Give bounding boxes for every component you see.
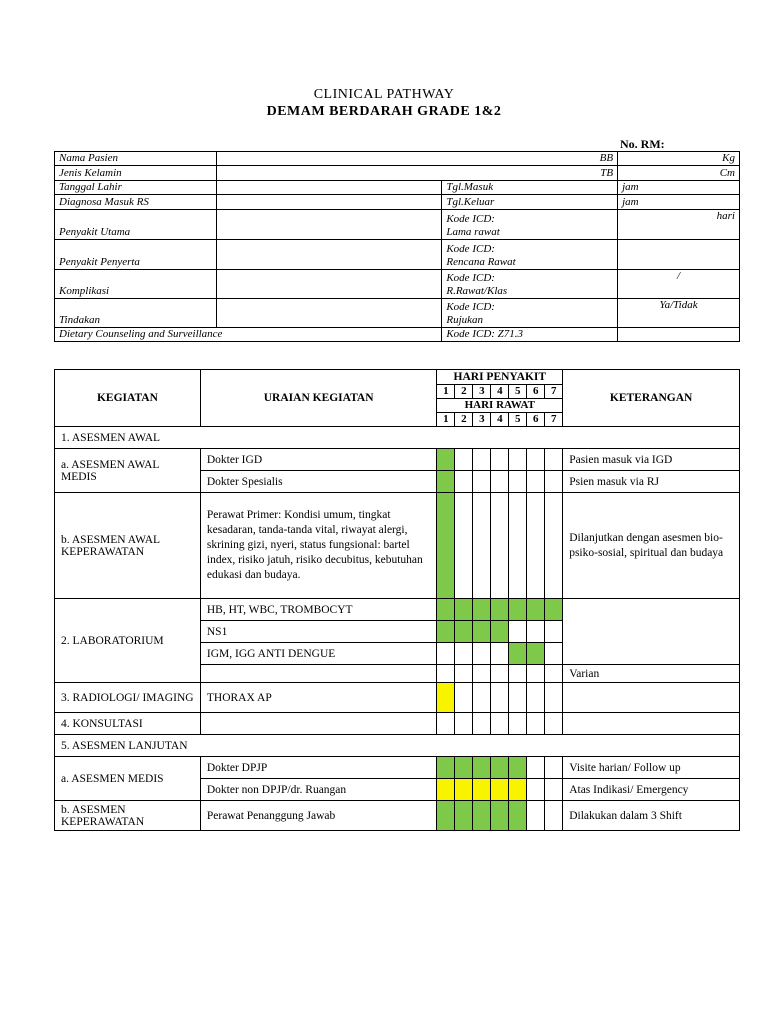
- label-cm: Cm: [618, 166, 740, 181]
- uraian-dokter-igd: Dokter IGD: [200, 449, 437, 471]
- ket-spesialis: Psien masuk via RJ: [563, 471, 740, 493]
- day-cell-green: [437, 801, 455, 831]
- day-cell: [509, 683, 527, 713]
- day-cell: [527, 801, 545, 831]
- day-cell: [545, 621, 563, 643]
- day-cell: [527, 779, 545, 801]
- label-tgl-keluar: Tgl.Keluar: [442, 195, 618, 210]
- day-cell: [437, 643, 455, 665]
- day-cell-green: [455, 599, 473, 621]
- day-cell: [527, 621, 545, 643]
- label-tindakan: Tindakan: [55, 299, 217, 328]
- uraian-ns1: NS1: [200, 621, 437, 643]
- label-tb: TB: [216, 166, 617, 181]
- day-rawat-2: 2: [455, 413, 473, 427]
- day-cell: [545, 757, 563, 779]
- day-cell-green: [527, 643, 545, 665]
- day-penyakit-5: 5: [509, 385, 527, 399]
- label-kg: Kg: [618, 152, 740, 166]
- day-cell-green: [545, 599, 563, 621]
- day-cell-green: [509, 801, 527, 831]
- uraian-perawat-primer: Perawat Primer: Kondisi umum, tingkat kesadaran, tanda-tanda vital, riwayat alergi, skrining gizi, nyeri, status fungsional: bartel index, risiko jatuh, risiko decubitus, kebutuhan edukasi dan budaya.: [200, 493, 437, 599]
- day-cell-green: [437, 599, 455, 621]
- day-cell: [545, 683, 563, 713]
- day-cell: [455, 493, 473, 599]
- day-cell: [509, 449, 527, 471]
- day-cell: [527, 683, 545, 713]
- ket-empty: [563, 683, 740, 713]
- header-kegiatan: KEGIATAN: [55, 370, 201, 427]
- day-cell: [527, 757, 545, 779]
- day-cell: [491, 683, 509, 713]
- day-cell-green: [509, 599, 527, 621]
- day-cell: [455, 449, 473, 471]
- day-cell: [455, 713, 473, 735]
- day-cell-green: [491, 801, 509, 831]
- day-cell: [473, 449, 491, 471]
- day-cell: [491, 643, 509, 665]
- day-cell-green: [491, 621, 509, 643]
- label-jam-masuk: jam: [618, 181, 740, 195]
- kode-icd-tindakan: Kode ICD: Rujukan: [442, 299, 618, 328]
- day-cell-green: [455, 757, 473, 779]
- day-cell-yellow: [455, 779, 473, 801]
- header-hari-penyakit: HARI PENYAKIT: [437, 370, 563, 385]
- day-cell: [455, 665, 473, 683]
- uraian-igm: IGM, IGG ANTI DENGUE: [200, 643, 437, 665]
- day-cell: [455, 643, 473, 665]
- header-hari-rawat: HARI RAWAT: [437, 399, 563, 413]
- day-penyakit-1: 1: [437, 385, 455, 399]
- day-cell: [455, 683, 473, 713]
- row-asesmen-keperawatan-lanjutan: b. ASESMEN KEPERAWATAN: [55, 801, 201, 831]
- label-bb: BB: [216, 152, 617, 166]
- kode-icd-penyerta: Kode ICD: Rencana Rawat: [442, 240, 618, 270]
- uraian-perawat-pj: Perawat Penanggung Jawab: [200, 801, 437, 831]
- label-ya-tidak: Ya/Tidak: [618, 299, 740, 328]
- day-penyakit-6: 6: [527, 385, 545, 399]
- day-cell: [455, 471, 473, 493]
- day-cell: [437, 713, 455, 735]
- ket-dpjp: Visite harian/ Follow up: [563, 757, 740, 779]
- day-cell-green: [509, 643, 527, 665]
- day-rawat-4: 4: [491, 413, 509, 427]
- label-komplikasi: Komplikasi: [55, 270, 217, 299]
- day-cell-yellow: [437, 779, 455, 801]
- uraian-dokter-spesialis: Dokter Spesialis: [200, 471, 437, 493]
- label-dietary: Dietary Counseling and Surveillance: [55, 328, 442, 342]
- day-cell: [545, 801, 563, 831]
- day-cell: [545, 493, 563, 599]
- uraian-dokter-dpjp: Dokter DPJP: [200, 757, 437, 779]
- row-asesmen-awal-keperawatan: b. ASESMEN AWAL KEPERAWATAN: [55, 493, 201, 599]
- day-penyakit-3: 3: [473, 385, 491, 399]
- label-tanggal-lahir: Tanggal Lahir: [55, 181, 217, 195]
- day-penyakit-4: 4: [491, 385, 509, 399]
- day-cell: [545, 713, 563, 735]
- section-asesmen-lanjutan: 5. ASESMEN LANJUTAN: [55, 735, 740, 757]
- day-cell: [527, 713, 545, 735]
- ket-empty: [563, 713, 740, 735]
- no-rm-label: No. RM:: [620, 137, 665, 151]
- ket-igd: Pasien masuk via IGD: [563, 449, 740, 471]
- day-cell: [545, 779, 563, 801]
- kode-icd-komplikasi: Kode ICD: R.Rawat/Klas: [442, 270, 618, 299]
- day-cell-yellow: [491, 779, 509, 801]
- document-title: CLINICAL PATHWAY: [313, 87, 455, 102]
- section-laboratorium: 2. LABORATORIUM: [55, 599, 201, 683]
- day-cell: [545, 665, 563, 683]
- section-asesmen-awal: 1. ASESMEN AWAL: [55, 427, 740, 449]
- day-cell-yellow: [473, 779, 491, 801]
- day-cell-green: [491, 599, 509, 621]
- uraian-thorax: THORAX AP: [200, 683, 437, 713]
- label-nama: Nama Pasien: [55, 152, 217, 166]
- day-cell: [473, 643, 491, 665]
- day-penyakit-2: 2: [455, 385, 473, 399]
- day-cell: [509, 713, 527, 735]
- day-cell: [527, 471, 545, 493]
- pathway-table: [54, 369, 740, 831]
- day-cell-green: [437, 449, 455, 471]
- ket-perawat-pj: Dilakukan dalam 3 Shift: [563, 801, 740, 831]
- ket-varian: Varian: [563, 665, 740, 683]
- kode-icd-dietary: Kode ICD: Z71.3: [442, 328, 618, 342]
- section-konsultasi: 4. KONSULTASI: [55, 713, 201, 735]
- day-cell-green: [437, 621, 455, 643]
- header-uraian: URAIAN KEGIATAN: [200, 370, 437, 427]
- label-penyakit-penyerta: Penyakit Penyerta: [55, 240, 217, 270]
- day-cell-green: [437, 471, 455, 493]
- day-cell-green: [509, 757, 527, 779]
- kode-icd-utama: Kode ICD: Lama rawat: [442, 210, 618, 240]
- day-rawat-7: 7: [545, 413, 563, 427]
- uraian-dokter-non-dpjp: Dokter non DPJP/dr. Ruangan: [200, 779, 437, 801]
- day-cell-green: [491, 757, 509, 779]
- day-cell-green: [473, 757, 491, 779]
- day-cell: [509, 665, 527, 683]
- day-cell: [491, 449, 509, 471]
- label-tgl-masuk: Tgl.Masuk: [442, 181, 618, 195]
- label-diagnosa: Diagnosa Masuk RS: [55, 195, 217, 210]
- day-cell: [473, 713, 491, 735]
- day-cell-green: [455, 621, 473, 643]
- label-hari: hari: [618, 210, 740, 240]
- day-cell: [473, 493, 491, 599]
- day-cell: [491, 471, 509, 493]
- day-rawat-6: 6: [527, 413, 545, 427]
- label-jenis-kelamin: Jenis Kelamin: [55, 166, 217, 181]
- day-cell-yellow: [509, 779, 527, 801]
- day-cell: [509, 471, 527, 493]
- day-cell-green: [473, 621, 491, 643]
- day-cell-yellow: [437, 683, 455, 713]
- day-cell-green: [527, 599, 545, 621]
- day-penyakit-7: 7: [545, 385, 563, 399]
- day-rawat-3: 3: [473, 413, 491, 427]
- day-cell: [491, 713, 509, 735]
- document-subtitle: DEMAM BERDARAH GRADE 1&2: [266, 104, 502, 119]
- day-cell: [545, 449, 563, 471]
- day-cell-green: [473, 599, 491, 621]
- day-cell: [491, 493, 509, 599]
- day-cell: [437, 665, 455, 683]
- day-cell: [509, 621, 527, 643]
- header-keterangan: KETERANGAN: [563, 370, 740, 427]
- label-slash: /: [618, 270, 740, 299]
- uraian-hb: HB, HT, WBC, TROMBOCYT: [200, 599, 437, 621]
- patient-identity-table: [54, 151, 740, 342]
- ket-lab-empty: [563, 599, 740, 665]
- uraian-empty: [200, 665, 437, 683]
- day-cell: [473, 683, 491, 713]
- ket-non-dpjp: Atas Indikasi/ Emergency: [563, 779, 740, 801]
- day-cell: [545, 643, 563, 665]
- day-cell: [491, 665, 509, 683]
- day-rawat-5: 5: [509, 413, 527, 427]
- day-rawat-1: 1: [437, 413, 455, 427]
- day-cell-green: [437, 493, 455, 599]
- ket-keperawatan: Dilanjutkan dengan asesmen bio-psiko-sosial, spiritual dan budaya: [563, 493, 740, 599]
- day-cell: [527, 449, 545, 471]
- day-cell: [545, 471, 563, 493]
- day-cell-green: [437, 757, 455, 779]
- day-cell: [527, 493, 545, 599]
- section-radiologi: 3. RADIOLOGI/ IMAGING: [55, 683, 201, 713]
- day-cell-green: [473, 801, 491, 831]
- day-cell-green: [455, 801, 473, 831]
- day-cell: [473, 665, 491, 683]
- uraian-empty: [200, 713, 437, 735]
- row-asesmen-awal-medis: a. ASESMEN AWAL MEDIS: [55, 449, 201, 493]
- label-jam-keluar: jam: [618, 195, 740, 210]
- day-cell: [527, 665, 545, 683]
- label-penyakit-utama: Penyakit Utama: [55, 210, 217, 240]
- day-cell: [509, 493, 527, 599]
- row-asesmen-medis-lanjutan: a. ASESMEN MEDIS: [55, 757, 201, 801]
- day-cell: [473, 471, 491, 493]
